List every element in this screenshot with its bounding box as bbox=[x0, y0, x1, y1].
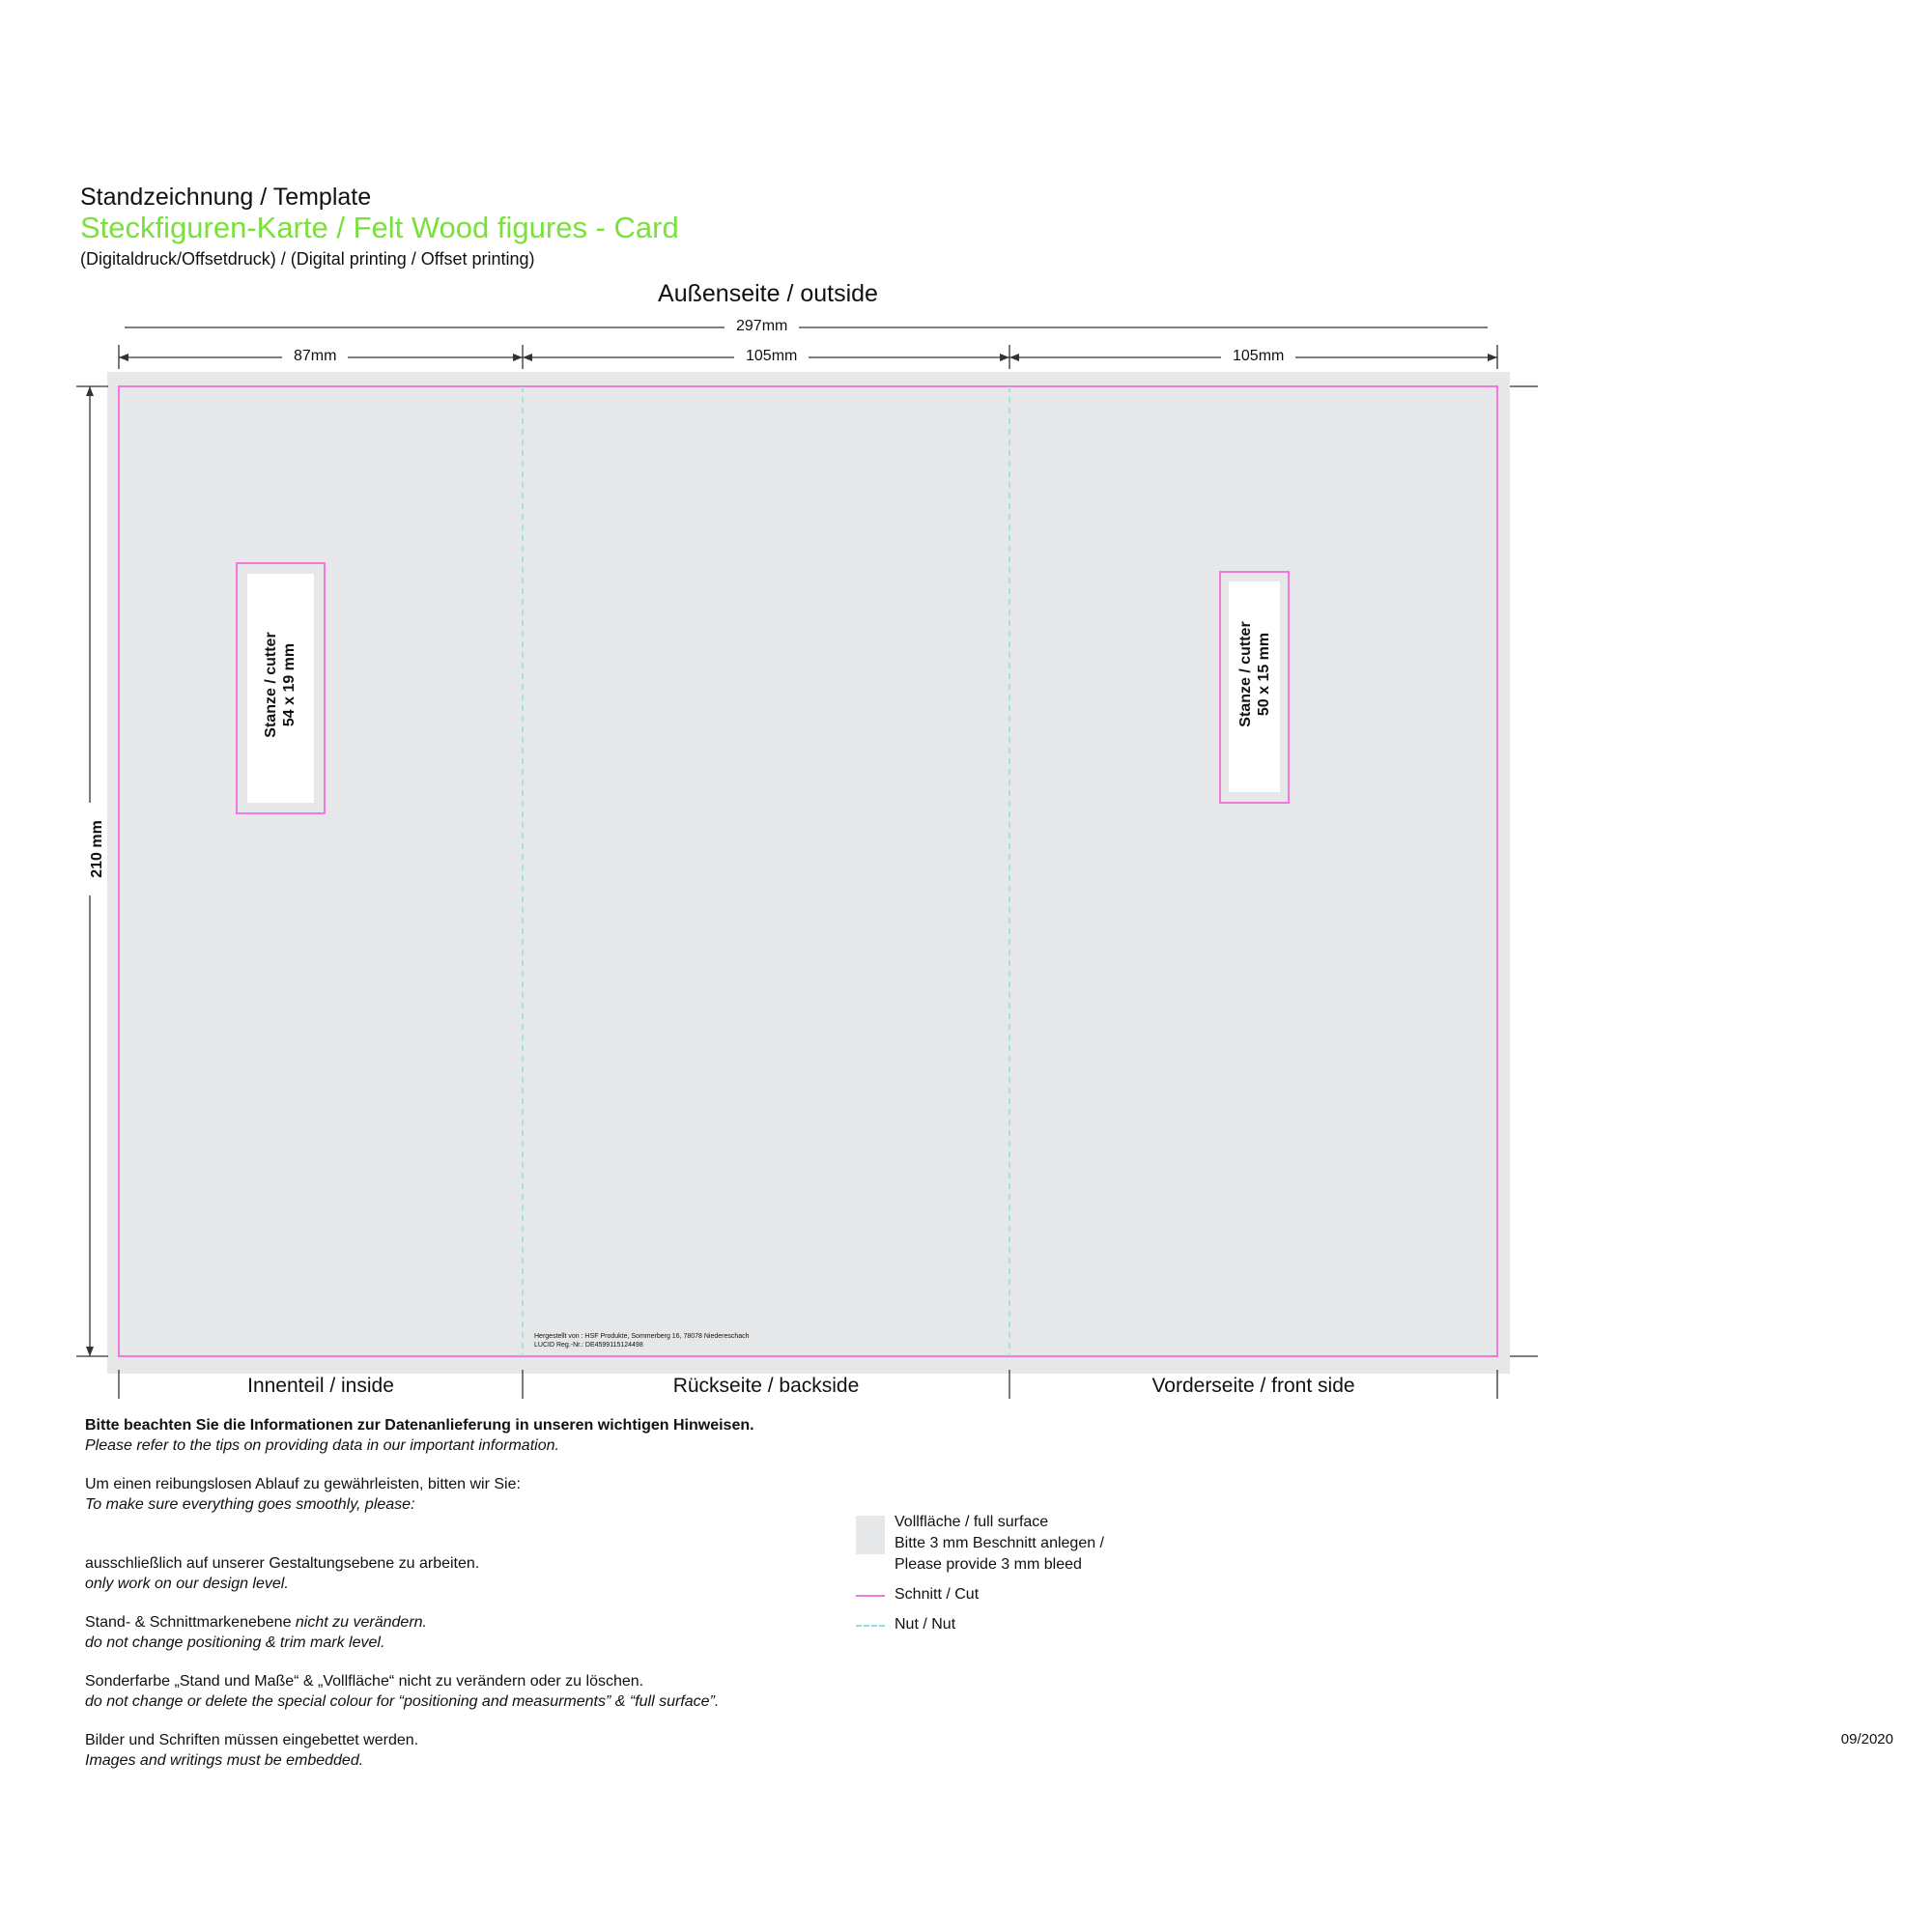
legend-surface: Vollfläche / full surface Bitte 3 mm Beschnitt anlegen / Please provide 3 mm bleed bbox=[856, 1512, 1104, 1576]
print-method: (Digitaldruck/Offsetdruck) / (Digital printing / Offset printing) bbox=[80, 249, 535, 269]
cutout-left-label: Stanze / cutter 54 x 19 mm bbox=[263, 632, 298, 738]
cutout-right-label: Stanze / cutter 50 x 15 mm bbox=[1237, 621, 1272, 727]
version-date: 09/2020 bbox=[1840, 1731, 1893, 1747]
panel3-width-label: 105mm bbox=[1221, 348, 1295, 365]
outside-title: Außenseite / outside bbox=[658, 280, 878, 307]
surface-swatch bbox=[856, 1516, 885, 1554]
total-width-label: 297mm bbox=[724, 318, 799, 335]
data-delivery-notes: Bitte beachten Sie die Informationen zur Datenanlieferung in unseren wichtigen Hinweisen. Please refer to the tips on providing data in our important information. Um einen reibungslosen Ablauf zu gewährleisten, bitten wir Sie: To make sure everything goes smoothly, please: ausschließlich auf unserer Gestaltungsebene zu arbeiten. only work on our design level. Stand- & Schnittmarkenebene nicht zu verändern. do not change positioning & trim mark level. Sonderfarbe „Stand und Maße“ & „Vollfläche“ nicht zu verändern oder zu löschen. do not change or delete the special colour for “positioning and measurments” & “full surface”. Bilder und Schriften müssen eingebettet werden. Images and writings must be embedded. bbox=[85, 1417, 754, 1769]
panel1-width-label: 87mm bbox=[282, 348, 348, 365]
height-label: 210 mm bbox=[89, 803, 106, 895]
product-title: Steckfiguren-Karte / Felt Wood figures - Card bbox=[80, 211, 679, 244]
panel2-width-label: 105mm bbox=[734, 348, 809, 365]
panel-label-front: Vorderseite / front side bbox=[1151, 1375, 1355, 1397]
manufacturer-imprint: Hergestellt von : HSF Produkte, Sommerberg 16, 78078 Niedereschach LUCID Reg.-Nr.: DE4599115124498 bbox=[534, 1333, 750, 1349]
full-surface-area bbox=[107, 372, 1510, 1374]
legend-nut: Nut / Nut bbox=[856, 1614, 1104, 1635]
template-heading: Standzeichnung / Template bbox=[80, 184, 372, 211]
panel-label-backside: Rückseite / backside bbox=[672, 1375, 860, 1397]
legend bbox=[856, 1512, 1104, 1635]
panel-label-inside: Innenteil / inside bbox=[247, 1375, 394, 1397]
cut-swatch bbox=[856, 1595, 885, 1597]
nut-swatch bbox=[856, 1625, 885, 1627]
legend-cut: Schnitt / Cut bbox=[856, 1584, 1104, 1605]
